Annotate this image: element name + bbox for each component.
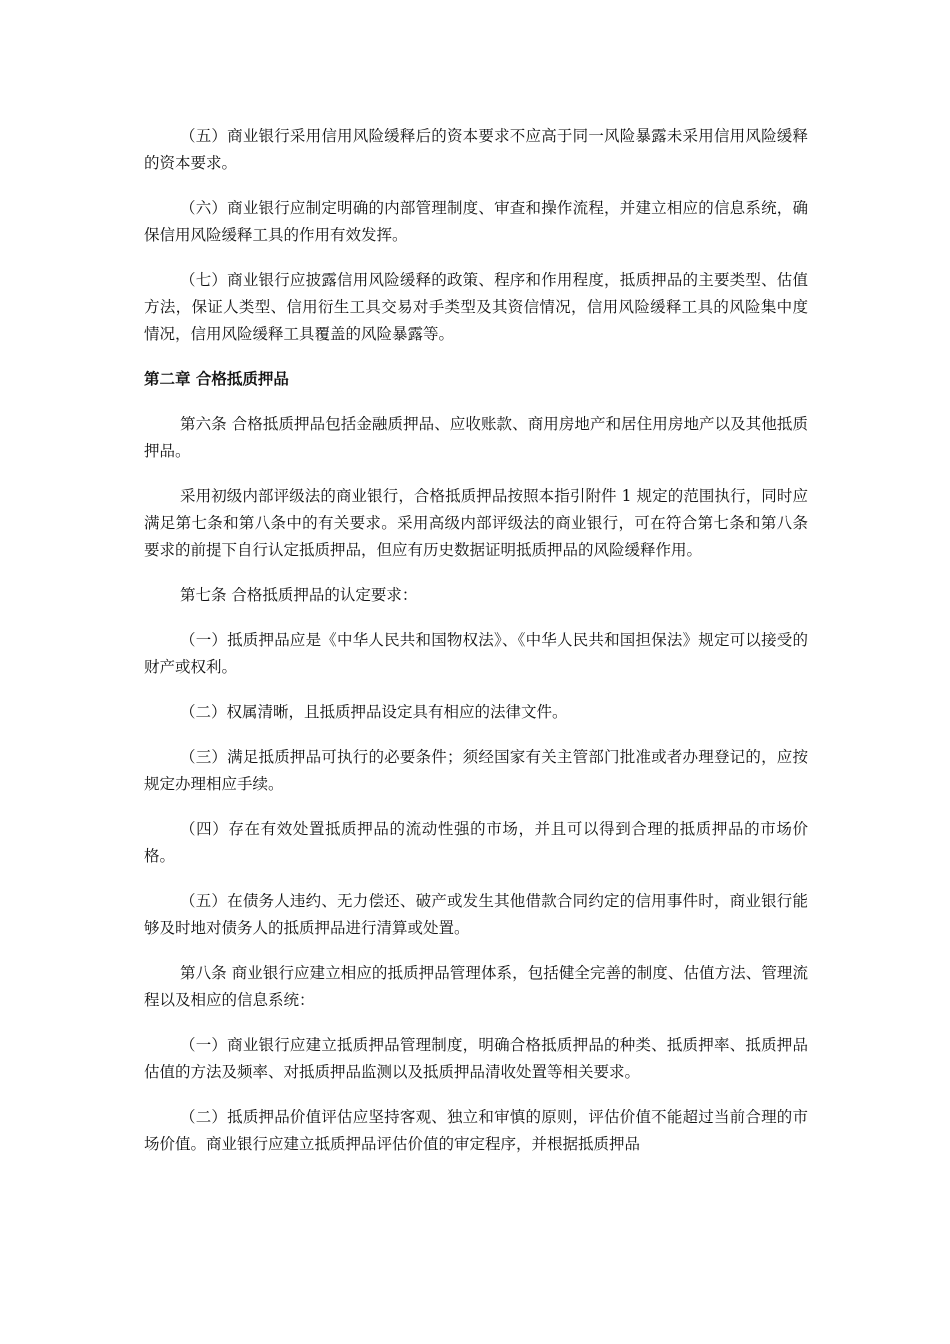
paragraph-6: （六）商业银行应制定明确的内部管理制度、审查和操作流程，并建立相应的信息系统，确保信用风险缓释工具的作用有效发挥。 xyxy=(144,199,808,244)
paragraph-7: （七）商业银行应披露信用风险缓释的政策、程序和作用程度，抵质押品的主要类型、估值方法，保证人类型、信用衍生工具交易对手类型及其资信情况，信用风险缓释工具的风险集中度情况，信用风险缓释工具覆盖的风险暴露等。 xyxy=(144,271,808,343)
article-6: 第六条 合格抵质押品包括金融质押品、应收账款、商用房地产和居住用房地产以及其他抵质押品。 xyxy=(144,415,808,460)
article-7-item-4: （四）存在有效处置抵质押品的流动性强的市场，并且可以得到合理的抵质押品的市场价格。 xyxy=(144,820,808,865)
article-7: 第七条 合格抵质押品的认定要求： xyxy=(180,586,418,604)
article-7-item-1: （一）抵质押品应是《中华人民共和国物权法》、《中华人民共和国担保法》规定可以接受的财产或权利。 xyxy=(144,631,808,676)
article-8: 第八条 商业银行应建立相应的抵质押品管理体系，包括健全完善的制度、估值方法、管理流程以及相应的信息系统： xyxy=(144,964,808,1009)
article-7-item-3: （三）满足抵质押品可执行的必要条件；须经国家有关主管部门批准或者办理登记的，应按规定办理相应手续。 xyxy=(144,748,808,793)
document-body xyxy=(144,123,808,1176)
article-6-detail: 采用初级内部评级法的商业银行，合格抵质押品按照本指引附件 1 规定的范围执行，同时应满足第七条和第八条中的有关要求。采用高级内部评级法的商业银行，可在符合第七条和第八条要求的前提下自行认定抵质押品，但应有历史数据证明抵质押品的风险缓释作用。 xyxy=(144,487,808,559)
article-7-item-5: （五）在债务人违约、无力偿还、破产或发生其他借款合同约定的信用事件时，商业银行能够及时地对债务人的抵质押品进行清算或处置。 xyxy=(144,892,808,937)
chapter-heading: 第二章 合格抵质押品 xyxy=(144,370,289,388)
article-7-item-2: （二）权属清晰，且抵质押品设定具有相应的法律文件。 xyxy=(180,703,568,721)
article-8-item-2: （二）抵质押品价值评估应坚持客观、独立和审慎的原则，评估价值不能超过当前合理的市场价值。商业银行应建立抵质押品评估价值的审定程序，并根据抵质押品 xyxy=(144,1108,808,1153)
article-8-item-1: （一）商业银行应建立抵质押品管理制度，明确合格抵质押品的种类、抵质押率、抵质押品估值的方法及频率、对抵质押品监测以及抵质押品清收处置等相关要求。 xyxy=(144,1036,808,1081)
paragraph-5: （五）商业银行采用信用风险缓释后的资本要求不应高于同一风险暴露未采用信用风险缓释的资本要求。 xyxy=(144,127,808,172)
